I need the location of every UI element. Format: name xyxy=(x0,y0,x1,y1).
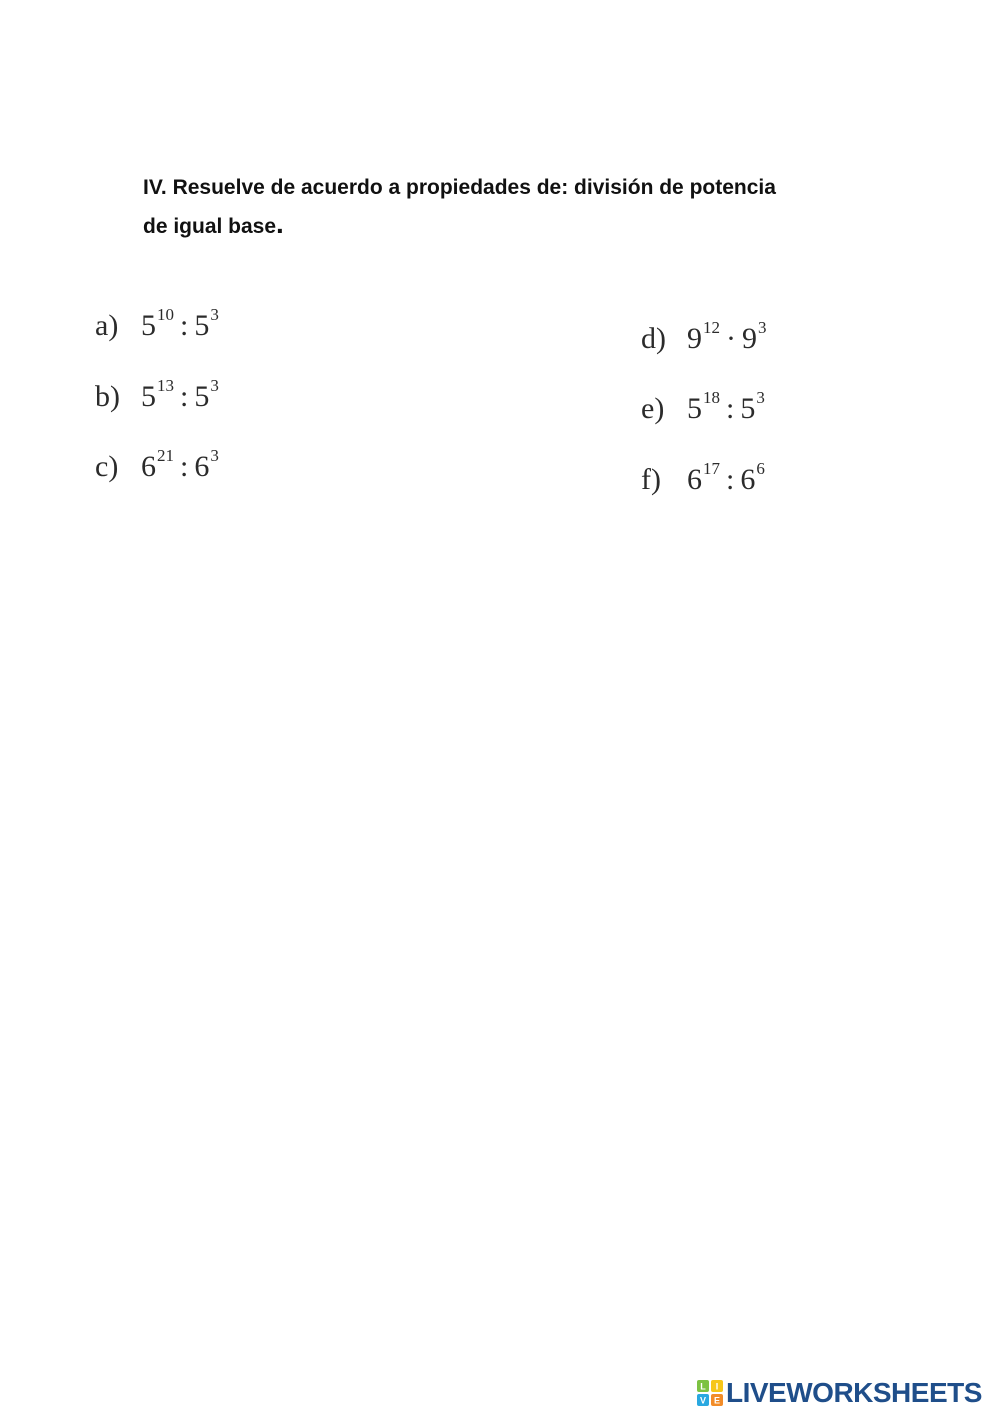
base: 5 xyxy=(194,380,210,413)
exponent: 3 xyxy=(210,376,219,395)
exercise-e xyxy=(641,388,765,426)
exercise-a xyxy=(95,305,219,343)
instruction-text xyxy=(143,170,873,245)
exponent: 3 xyxy=(756,388,765,407)
liveworksheets-brand xyxy=(697,1377,982,1409)
exercise-expression xyxy=(141,446,219,484)
base: 5 xyxy=(141,309,156,342)
instruction-period: . xyxy=(276,208,284,239)
base: 9 xyxy=(742,322,757,355)
base: 5 xyxy=(141,380,156,413)
operator: : xyxy=(180,380,189,413)
exponent: 13 xyxy=(157,376,174,395)
base: 9 xyxy=(687,322,702,355)
exercise-b xyxy=(95,376,219,414)
instruction-line-1: IV. Resuelve de acuerdo a propiedades de: división de potencia xyxy=(143,176,776,199)
exponent: 3 xyxy=(210,446,219,465)
base: 5 xyxy=(194,309,210,342)
exercise-expression xyxy=(141,305,219,343)
exercise-expression xyxy=(687,318,767,356)
exercise-label: a) xyxy=(95,309,119,342)
svg-text:I: I xyxy=(715,1381,719,1392)
exercise-label: b) xyxy=(95,380,120,413)
svg-text:E: E xyxy=(713,1395,721,1406)
svg-text:V: V xyxy=(699,1395,707,1406)
base: 5 xyxy=(687,392,702,425)
exponent: 21 xyxy=(157,446,174,465)
exercise-d xyxy=(641,318,767,356)
instruction-line-2-text: de igual base xyxy=(143,215,277,238)
operator: : xyxy=(726,392,735,425)
exercise-expression xyxy=(687,459,765,497)
exercise-expression xyxy=(141,376,219,414)
exponent: 3 xyxy=(758,318,767,337)
exponent: 3 xyxy=(210,305,219,324)
svg-text:L: L xyxy=(700,1381,706,1392)
exercise-expression xyxy=(687,388,765,426)
liveworksheets-logo-icon xyxy=(697,1380,723,1406)
operator: : xyxy=(180,450,189,483)
exercise-label: f) xyxy=(641,463,661,496)
exponent: 10 xyxy=(157,305,174,324)
base: 6 xyxy=(687,463,702,496)
exponent: 6 xyxy=(756,459,765,478)
exercise-f xyxy=(641,459,765,497)
base: 5 xyxy=(740,392,756,425)
exponent: 17 xyxy=(703,459,720,478)
brand-name: LIVEWORKSHEETS xyxy=(726,1377,982,1408)
operator: · xyxy=(726,322,736,355)
base: 6 xyxy=(194,450,210,483)
exercise-c xyxy=(95,446,219,484)
exercise-label: c) xyxy=(95,450,119,483)
operator: : xyxy=(180,309,189,342)
instruction-line-2 xyxy=(143,206,873,245)
exercise-label: e) xyxy=(641,392,665,425)
exercise-label: d) xyxy=(641,322,666,355)
base: 6 xyxy=(141,450,156,483)
operator: : xyxy=(726,463,735,496)
exponent: 12 xyxy=(703,318,720,337)
exponent: 18 xyxy=(703,388,720,407)
base: 6 xyxy=(740,463,756,496)
